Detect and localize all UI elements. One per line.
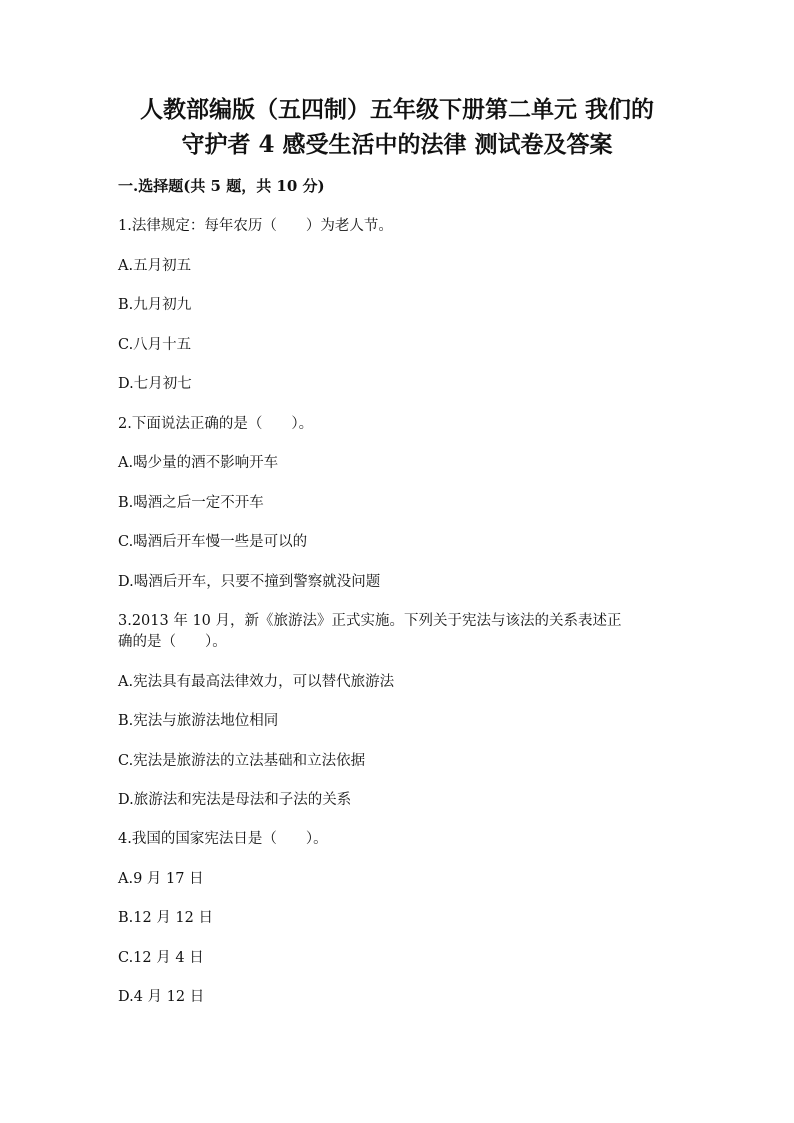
title-line-2: 守护者 4 感受生活中的法律 测试卷及答案 (181, 131, 613, 158)
question-1-option-a: A.五月初五 (118, 258, 192, 274)
question-2-stem: 2.下面说法正确的是（ ）。 (118, 416, 314, 432)
question-4-option-b: B.12 月 12 日 (118, 910, 213, 926)
question-1-option-b: B.九月初九 (118, 297, 192, 313)
question-2-option-a: A.喝少量的酒不影响开车 (118, 455, 279, 471)
question-2-option-d: D.喝酒后开车，只要不撞到警察就没问题 (118, 574, 381, 590)
question-1-option-c: C.八月十五 (118, 337, 192, 353)
question-2-option-b: B.喝酒之后一定不开车 (118, 495, 264, 511)
question-3-stem-line-2: 确的是（ ）。 (118, 634, 227, 650)
question-3-option-d: D.旅游法和宪法是母法和子法的关系 (118, 792, 352, 808)
question-4-stem: 4.我国的国家宪法日是（ ）。 (118, 831, 328, 847)
question-4-option-d: D.4 月 12 日 (118, 989, 205, 1005)
question-3-option-a: A.宪法具有最高法律效力，可以替代旅游法 (118, 674, 395, 690)
title-line-1: 人教部编版（五四制）五年级下册第二单元 我们的 (139, 96, 654, 123)
question-3-stem-line-1: 3.2013 年 10 月，新《旅游法》正式实施。下列关于宪法与该法的关系表述正 (118, 613, 622, 629)
document-title (60, 92, 734, 162)
question-4-option-c: C.12 月 4 日 (118, 950, 204, 966)
question-2-option-c: C.喝酒后开车慢一些是可以的 (118, 534, 308, 550)
question-1-option-d: D.七月初七 (118, 376, 192, 392)
question-1-stem: 1.法律规定：每年农历（ ）为老人节。 (118, 218, 393, 234)
question-4-option-a: A.9 月 17 日 (118, 871, 204, 887)
question-3-option-c: C.宪法是旅游法的立法基础和立法依据 (118, 753, 366, 769)
section-heading: 一.选择题(共 5 题，共 10 分) (118, 177, 325, 195)
question-3-option-b: B.宪法与旅游法地位相同 (118, 713, 279, 729)
